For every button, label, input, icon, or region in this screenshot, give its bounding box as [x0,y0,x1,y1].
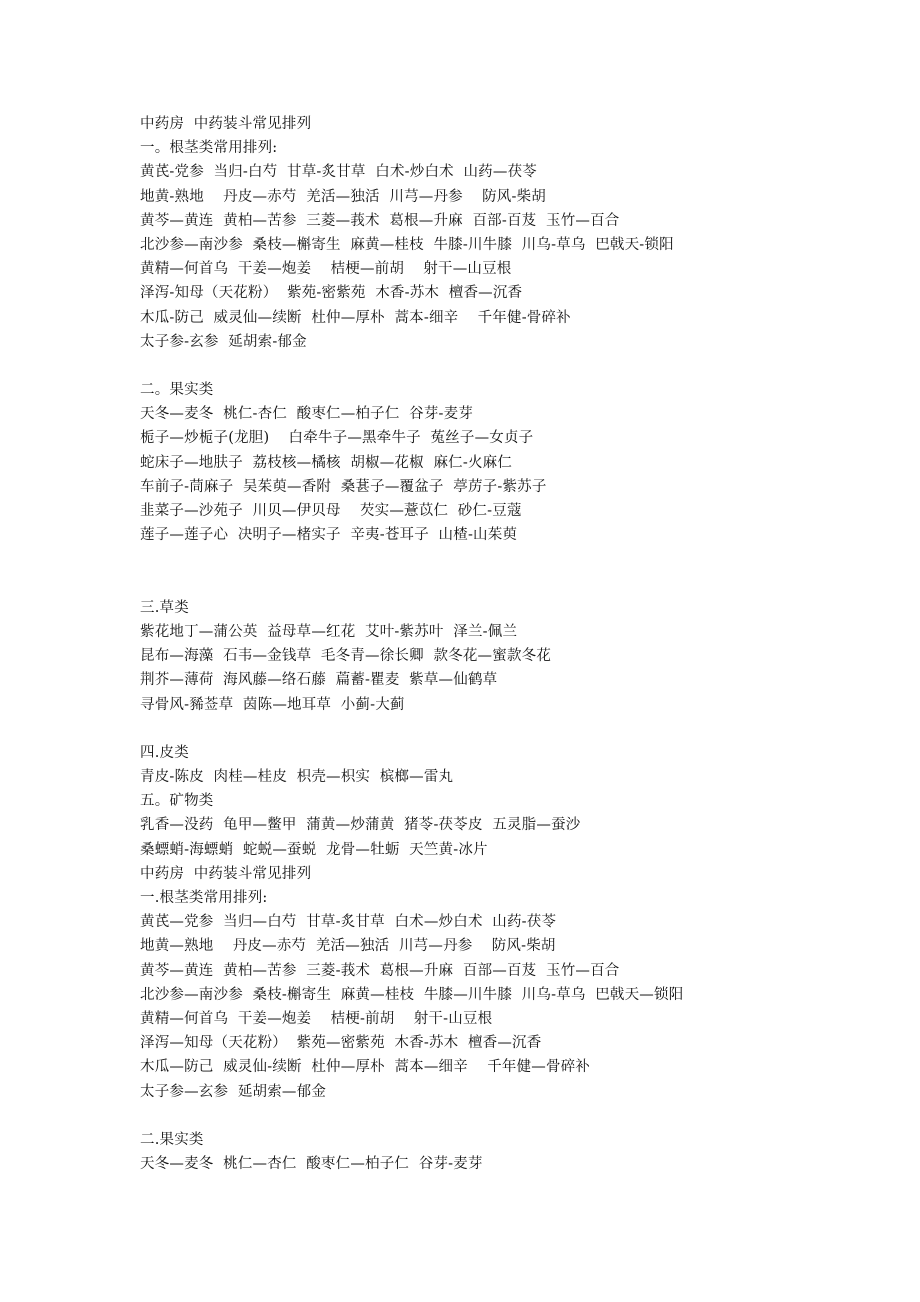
text-line: 天冬—麦冬 桃仁-杏仁 酸枣仁—柏子仁 谷芽-麦芽 [140,406,474,423]
text-line: 三.草类 [140,599,189,616]
text-line: 荆芥—薄荷 海风藤—络石藤 萹蓄-瞿麦 紫草—仙鹤草 [140,672,498,689]
text-line: 泽泻-知母（天花粉） 紫苑-密紫苑 木香-苏木 檀香—沉香 [140,285,523,302]
text-line: 木瓜-防己 威灵仙—续断 杜仲—厚朴 蒿本-细辛 千年健-骨碎补 [140,309,571,326]
text-line: 车前子-茼麻子 吴茱萸—香附 桑葚子—覆盆子 葶苈子-紫苏子 [140,478,547,495]
text-line: 黄芪-党参 当归-白芍 甘草-炙甘草 白术-炒白术 山药—茯苓 [140,164,537,181]
text-line: 黄芩—黄连 黄柏—苦参 三菱-莪术 葛根—升麻 百部—百芨 玉竹—百合 [140,962,620,979]
text-line: 一.根茎类常用排列: [140,890,268,906]
text-line: 黄芪—党参 当归—白芍 甘草-炙甘草 白术—炒白术 山药-茯苓 [140,914,557,931]
text-line: 桑螵蛸-海螵蛸 蛇蜕—蚕蜕 龙骨—牡蛎 天竺黄-冰片 [140,841,488,858]
text-line: 莲子—莲子心 决明子—楮实子 辛夷-苍耳子 山楂-山茱萸 [140,527,518,544]
text-line: 韭菜子—沙苑子 川贝—伊贝母 芡实—薏苡仁 砂仁-豆蔻 [140,503,522,519]
text-line: 黄芩—黄连 黄柏—苦参 三菱—莪术 葛根—升麻 百部-百芨 玉竹—百合 [140,212,620,229]
text-line: 北沙参—南沙参 桑枝-槲寄生 麻黄—桂枝 牛膝—川牛膝 川乌-草乌 巴戟天—锁阳 [140,986,684,1003]
text-line: 四.皮类 [140,744,189,761]
blank-line [140,717,900,741]
text-line: 蛇床子—地肤子 荔枝核—橘核 胡椒—花椒 麻仁-火麻仁 [140,454,513,471]
text-line: 木瓜—防己 威灵仙-续断 杜仲—厚朴 蒿本—细辛 千年健—骨碎补 [140,1059,591,1076]
text-line: 太子参—玄参 延胡索—郁金 [140,1083,327,1100]
text-line: 青皮-陈皮 肉桂—桂皮 枳壳—枳实 槟榔—雷丸 [140,769,454,786]
document-body [140,112,900,1176]
text-line: 乳香—没药 龟甲—鳖甲 蒲黄—炒蒲黄 猪苓-茯苓皮 五灵脂—蚕沙 [140,817,581,834]
text-line: 二。果实类 [140,382,214,399]
text-line: 昆布—海藻 石韦—金钱草 毛冬青—徐长卿 款冬花—蜜款冬花 [140,648,552,665]
text-line: 一。根茎类常用排列: [140,140,278,157]
blank-line [140,572,900,596]
text-line: 地黄-熟地 丹皮—赤芍 羌活—独活 川芎—丹参 防风-柴胡 [140,188,547,205]
text-line: 太子参-玄参 延胡索-郁金 [140,333,307,350]
text-line: 黄精—何首乌 干姜—炮姜 桔梗-前胡 射干-山豆根 [140,1010,493,1027]
text-line: 寻骨风-豨莶草 茵陈—地耳草 小蓟-大蓟 [140,696,405,713]
text-line: 栀子—炒栀子(龙胆) 白牵牛子—黑牵牛子 菟丝子—女贞子 [140,430,534,447]
text-line: 北沙参—南沙参 桑枝—槲寄生 麻黄—桂枝 牛膝-川牛膝 川乌-草乌 巴戟天-锁阳 [140,236,674,253]
blank-line [140,547,900,571]
text-line: 紫花地丁—蒲公英 益母草—红花 艾叶-紫苏叶 泽兰-佩兰 [140,623,518,640]
text-line: 泽泻—知母（天花粉） 紫苑—密紫苑 木香-苏木 檀香—沉香 [140,1035,542,1052]
text-line: 中药房 中药装斗常见排列 [140,865,312,882]
text-line: 二.果实类 [140,1131,204,1148]
text-line: 地黄—熟地 丹皮—赤芍 羌活—独活 川芎—丹参 防风-柴胡 [140,938,556,955]
text-line: 中药房 中药装斗常见排列 [140,116,312,132]
text-line: 天冬—麦冬 桃仁—杏仁 酸枣仁—柏子仁 谷芽-麦芽 [140,1156,483,1173]
text-line: 五。矿物类 [140,793,214,810]
blank-line [140,354,900,378]
blank-line [140,1104,900,1128]
text-line: 黄精—何首乌 干姜—炮姜 桔梗—前胡 射干—山豆根 [140,261,512,278]
